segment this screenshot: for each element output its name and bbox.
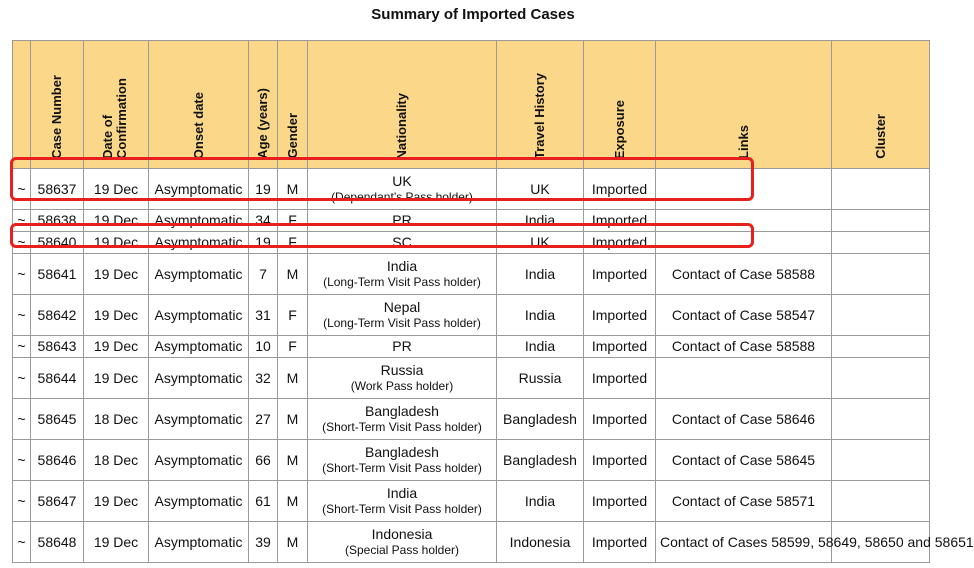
exposure: Imported <box>584 481 656 522</box>
col-exposure: Exposure <box>584 41 656 169</box>
table-row <box>13 295 930 336</box>
nationality-country: Russia <box>380 362 424 378</box>
gender: M <box>278 522 308 563</box>
onset-date: Asymptomatic <box>149 254 249 295</box>
nationality <box>308 358 497 399</box>
age: 39 <box>249 522 278 563</box>
table-row <box>13 399 930 440</box>
onset-date: Asymptomatic <box>149 169 249 210</box>
links: Contact of Cases 58599, 58649, 58650 and 58651 <box>656 522 832 563</box>
cluster <box>832 440 930 481</box>
row-mark: ~ <box>13 399 31 440</box>
exposure: Imported <box>584 254 656 295</box>
case-number: 58638 <box>31 210 84 232</box>
row-mark: ~ <box>13 254 31 295</box>
row-mark: ~ <box>13 210 31 232</box>
nationality-pass-type: (Long-Term Visit Pass holder) <box>323 275 481 289</box>
row-mark: ~ <box>13 232 31 254</box>
cluster <box>832 254 930 295</box>
date-of-confirmation: 19 Dec <box>84 336 149 358</box>
nationality-pass-type: (Dependant’s Pass holder) <box>331 190 473 204</box>
nationality <box>308 336 497 358</box>
links <box>656 169 832 210</box>
col-date-confirmation: Date of Confirmation <box>84 41 149 169</box>
row-mark: ~ <box>13 481 31 522</box>
table-row <box>13 358 930 399</box>
row-mark: ~ <box>13 358 31 399</box>
nationality <box>308 295 497 336</box>
links <box>656 358 832 399</box>
gender: F <box>278 336 308 358</box>
nationality-country: India <box>386 485 418 501</box>
gender: M <box>278 254 308 295</box>
gender: F <box>278 295 308 336</box>
age: 10 <box>249 336 278 358</box>
cluster <box>832 358 930 399</box>
nationality <box>308 399 497 440</box>
table-row <box>13 336 930 358</box>
date-of-confirmation: 19 Dec <box>84 210 149 232</box>
case-number: 58641 <box>31 254 84 295</box>
nationality-country: Nepal <box>383 299 421 315</box>
cluster <box>832 481 930 522</box>
travel-history: Bangladesh <box>497 399 584 440</box>
case-number: 58646 <box>31 440 84 481</box>
age: 31 <box>249 295 278 336</box>
cluster <box>832 210 930 232</box>
gender: M <box>278 481 308 522</box>
nationality <box>308 522 497 563</box>
exposure: Imported <box>584 295 656 336</box>
nationality-pass-type: (Short-Term Visit Pass holder) <box>322 420 482 434</box>
nationality <box>308 210 497 232</box>
case-number: 58647 <box>31 481 84 522</box>
onset-date: Asymptomatic <box>149 440 249 481</box>
exposure: Imported <box>584 336 656 358</box>
links: Contact of Case 58646 <box>656 399 832 440</box>
case-number: 58637 <box>31 169 84 210</box>
exposure: Imported <box>584 522 656 563</box>
age: 19 <box>249 232 278 254</box>
travel-history: Russia <box>497 358 584 399</box>
date-of-confirmation: 19 Dec <box>84 295 149 336</box>
links: Contact of Case 58571 <box>656 481 832 522</box>
date-of-confirmation: 18 Dec <box>84 399 149 440</box>
travel-history: India <box>497 210 584 232</box>
table-row <box>13 210 930 232</box>
travel-history: India <box>497 336 584 358</box>
onset-date: Asymptomatic <box>149 295 249 336</box>
nationality-country: PR <box>392 338 412 354</box>
exposure: Imported <box>584 169 656 210</box>
travel-history: UK <box>497 232 584 254</box>
col-mark <box>13 41 31 169</box>
age: 32 <box>249 358 278 399</box>
travel-history: India <box>497 295 584 336</box>
age: 19 <box>249 169 278 210</box>
onset-date: Asymptomatic <box>149 399 249 440</box>
exposure: Imported <box>584 358 656 399</box>
col-gender: Gender <box>278 41 308 169</box>
gender: F <box>278 210 308 232</box>
table-row <box>13 481 930 522</box>
page-title: Summary of Imported Cases <box>371 6 575 23</box>
date-of-confirmation: 19 Dec <box>84 232 149 254</box>
col-age: Age (years) <box>249 41 278 169</box>
travel-history: India <box>497 481 584 522</box>
row-mark: ~ <box>13 522 31 563</box>
header-row <box>13 41 930 169</box>
date-of-confirmation: 19 Dec <box>84 169 149 210</box>
nationality-pass-type: (Short-Term Visit Pass holder) <box>322 461 482 475</box>
age: 34 <box>249 210 278 232</box>
travel-history: India <box>497 254 584 295</box>
nationality <box>308 169 497 210</box>
col-onset-date: Onset date <box>149 41 249 169</box>
onset-date: Asymptomatic <box>149 522 249 563</box>
table-row <box>13 254 930 295</box>
table-row <box>13 232 930 254</box>
travel-history: Bangladesh <box>497 440 584 481</box>
links: Contact of Case 58588 <box>656 336 832 358</box>
age: 27 <box>249 399 278 440</box>
col-travel-history: Travel History <box>497 41 584 169</box>
onset-date: Asymptomatic <box>149 336 249 358</box>
travel-history: Indonesia <box>497 522 584 563</box>
table-row <box>13 440 930 481</box>
onset-date: Asymptomatic <box>149 210 249 232</box>
cluster <box>832 295 930 336</box>
case-number: 58643 <box>31 336 84 358</box>
nationality-country: India <box>386 258 418 274</box>
age: 7 <box>249 254 278 295</box>
nationality <box>308 254 497 295</box>
exposure: Imported <box>584 399 656 440</box>
links: Contact of Case 58645 <box>656 440 832 481</box>
col-cluster: Cluster <box>832 41 930 169</box>
nationality-country: Bangladesh <box>365 403 439 419</box>
case-number: 58642 <box>31 295 84 336</box>
exposure: Imported <box>584 210 656 232</box>
onset-date: Asymptomatic <box>149 232 249 254</box>
cluster <box>832 336 930 358</box>
cluster <box>832 169 930 210</box>
exposure: Imported <box>584 440 656 481</box>
gender: F <box>278 232 308 254</box>
nationality <box>308 232 497 254</box>
case-number: 58645 <box>31 399 84 440</box>
nationality-pass-type: (Long-Term Visit Pass holder) <box>323 316 481 330</box>
col-nationality: Nationality <box>308 41 497 169</box>
links: Contact of Case 58588 <box>656 254 832 295</box>
nationality-country: UK <box>392 173 412 189</box>
gender: M <box>278 399 308 440</box>
cluster <box>832 399 930 440</box>
col-case-number: Case Number <box>31 41 84 169</box>
nationality <box>308 440 497 481</box>
links <box>656 232 832 254</box>
table-row <box>13 522 930 563</box>
row-mark: ~ <box>13 336 31 358</box>
nationality-country: Bangladesh <box>365 444 439 460</box>
col-links: Links <box>656 41 832 169</box>
nationality-pass-type: (Short-Term Visit Pass holder) <box>322 502 482 516</box>
onset-date: Asymptomatic <box>149 481 249 522</box>
exposure: Imported <box>584 232 656 254</box>
row-mark: ~ <box>13 440 31 481</box>
date-of-confirmation: 19 Dec <box>84 254 149 295</box>
row-mark: ~ <box>13 295 31 336</box>
nationality <box>308 481 497 522</box>
date-of-confirmation: 19 Dec <box>84 358 149 399</box>
row-mark: ~ <box>13 169 31 210</box>
table-row <box>13 169 930 210</box>
travel-history: UK <box>497 169 584 210</box>
links: Contact of Case 58547 <box>656 295 832 336</box>
case-number: 58644 <box>31 358 84 399</box>
gender: M <box>278 358 308 399</box>
nationality-pass-type: (Work Pass holder) <box>350 379 454 393</box>
nationality-pass-type: (Special Pass holder) <box>344 543 460 557</box>
nationality-country: PR <box>392 212 412 228</box>
gender: M <box>278 169 308 210</box>
gender: M <box>278 440 308 481</box>
imported-cases-table <box>12 40 974 563</box>
date-of-confirmation: 19 Dec <box>84 481 149 522</box>
case-number: 58640 <box>31 232 84 254</box>
cluster <box>832 232 930 254</box>
age: 61 <box>249 481 278 522</box>
nationality-country: Indonesia <box>371 526 433 542</box>
links <box>656 210 832 232</box>
onset-date: Asymptomatic <box>149 358 249 399</box>
date-of-confirmation: 19 Dec <box>84 522 149 563</box>
age: 66 <box>249 440 278 481</box>
date-of-confirmation: 18 Dec <box>84 440 149 481</box>
nationality-country: SC <box>392 234 412 250</box>
case-number: 58648 <box>31 522 84 563</box>
